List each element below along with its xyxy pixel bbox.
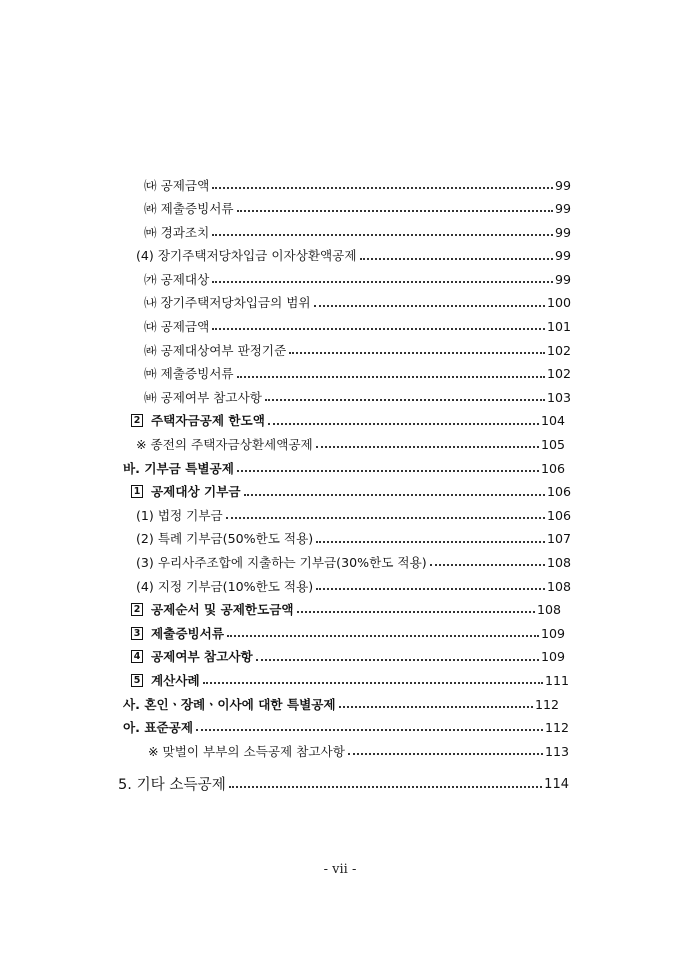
toc-entry xyxy=(131,646,565,670)
toc-entry-label: ㈓ 공제여부 참고사항 xyxy=(144,389,262,405)
toc-dot-leader xyxy=(237,376,545,378)
toc-dot-leader xyxy=(237,210,553,212)
toc-entry xyxy=(123,717,569,741)
toc-entry xyxy=(136,434,565,458)
toc-entry-label: ※ 종전의 주택자금상환세액공제 xyxy=(136,437,313,453)
toc-entry xyxy=(144,221,571,245)
toc-entry xyxy=(144,268,571,292)
toc-entry-page: 99 xyxy=(554,224,571,240)
toc-entry xyxy=(131,669,569,693)
toc-entry-label xyxy=(131,486,244,499)
toc-entry xyxy=(123,457,565,481)
boxed-number: 1 xyxy=(131,485,143,498)
toc-entry-label: (4) 장기주택저당차입금 이자상환액공제 xyxy=(136,248,357,264)
toc-entry-label: 사. 혼인ㆍ장례ㆍ이사에 대한 특별공제 xyxy=(123,696,336,712)
toc-entry-label: ㈎ 공제대상 xyxy=(144,271,210,287)
toc-entry-page: 104 xyxy=(540,413,565,429)
toc-entry-label: ㈒ 경과조치 xyxy=(144,224,210,240)
toc-entry-label: ㈐ 공제금액 xyxy=(144,177,210,193)
toc-dot-leader xyxy=(229,786,542,788)
toc-dot-leader xyxy=(265,399,545,401)
toc-entry-page: 99 xyxy=(554,248,571,264)
toc-entry-page: 112 xyxy=(534,696,559,712)
toc-entry-page: 108 xyxy=(546,578,571,594)
toc-entry-label: ㈏ 장기주택저당차입금의 범위 xyxy=(144,295,311,311)
toc-entry xyxy=(144,174,571,198)
toc-dot-leader xyxy=(226,517,545,519)
toc-entry xyxy=(123,693,559,717)
toc-entry-page: 99 xyxy=(554,201,571,217)
toc-entry-page: 112 xyxy=(544,720,569,736)
toc-dot-leader xyxy=(212,328,545,330)
toc-entry-page: 99 xyxy=(554,271,571,287)
toc-dot-leader xyxy=(297,611,535,613)
toc-entry xyxy=(144,363,571,387)
toc-entry-title: 계산사례 xyxy=(151,672,200,688)
boxed-number: 2 xyxy=(131,603,143,616)
toc-entry xyxy=(118,768,569,802)
table-of-contents xyxy=(0,174,680,802)
toc-entry xyxy=(136,575,571,599)
toc-entry-label xyxy=(131,651,256,664)
toc-entry-page: 107 xyxy=(546,531,571,547)
boxed-number: 3 xyxy=(131,627,143,640)
toc-dot-leader xyxy=(256,659,539,661)
boxed-number: 2 xyxy=(131,414,143,427)
toc-entry xyxy=(144,339,571,363)
toc-entry-title: 공제여부 참고사항 xyxy=(151,649,253,665)
toc-entry xyxy=(148,740,569,764)
toc-dot-leader xyxy=(360,258,553,260)
toc-dot-leader xyxy=(268,423,539,425)
toc-entry xyxy=(144,316,571,340)
toc-dot-leader xyxy=(212,187,553,189)
toc-entry-page: 99 xyxy=(554,177,571,193)
toc-entry-page: 101 xyxy=(546,319,571,335)
toc-entry xyxy=(144,292,571,316)
toc-entry-page: 102 xyxy=(546,342,571,358)
toc-entry-label: ㈐ 공제금액 xyxy=(144,319,210,335)
toc-entry xyxy=(131,481,571,505)
toc-dot-leader xyxy=(237,470,539,472)
toc-dot-leader xyxy=(227,635,539,637)
toc-entry-label: ㈒ 제출증빙서류 xyxy=(144,366,234,382)
toc-entry-label xyxy=(131,625,227,641)
toc-entry-page: 113 xyxy=(544,743,569,759)
toc-entry-label: (3) 우리사주조합에 지출하는 기부금(30%한도 적용) xyxy=(136,555,427,570)
toc-entry-page: 102 xyxy=(546,366,571,382)
toc-dot-leader xyxy=(289,352,545,354)
toc-dot-leader xyxy=(339,706,533,708)
toc-entry xyxy=(144,386,571,410)
toc-entry xyxy=(131,410,565,434)
toc-entry-label xyxy=(131,601,297,617)
toc-entry-label: (4) 지정 기부금(10%한도 적용) xyxy=(136,578,314,594)
toc-entry-label: ㈑ 제출증빙서류 xyxy=(144,201,234,217)
toc-entry-page: 109 xyxy=(540,625,565,641)
toc-entry-page: 109 xyxy=(540,649,565,665)
toc-dot-leader xyxy=(212,281,553,283)
toc-entry-label: (1) 법정 기부금 xyxy=(136,507,223,523)
toc-entry-page: 103 xyxy=(546,389,571,405)
toc-entry-page: 108 xyxy=(546,555,571,570)
toc-entry-label: ㈑ 공제대상여부 판정기준 xyxy=(144,342,287,358)
toc-entry-title: 공제대상 기부금 xyxy=(151,484,241,500)
toc-dot-leader xyxy=(196,729,543,731)
toc-entry-page: 111 xyxy=(544,672,569,688)
toc-entry-label: 바. 기부금 특별공제 xyxy=(123,460,234,476)
toc-entry-label xyxy=(131,415,268,428)
toc-entry-label xyxy=(131,672,203,688)
boxed-number: 5 xyxy=(131,674,143,687)
toc-entry xyxy=(131,622,565,646)
toc-entry-label: 아. 표준공제 xyxy=(123,720,193,736)
page-number-footer: - vii - xyxy=(323,862,357,877)
toc-dot-leader xyxy=(203,682,543,684)
toc-dot-leader xyxy=(244,494,545,496)
toc-entry-page: 105 xyxy=(540,437,565,453)
toc-entry-label: ※ 맞벌이 부부의 소득공제 참고사항 xyxy=(148,743,345,759)
toc-entry xyxy=(136,552,571,576)
toc-entry xyxy=(136,504,571,528)
toc-dot-leader xyxy=(316,588,545,590)
toc-entry xyxy=(136,245,571,269)
toc-dot-leader xyxy=(430,564,545,566)
toc-entry-page: 108 xyxy=(536,602,561,618)
toc-dot-leader xyxy=(212,234,553,236)
toc-entry-title: 공제순서 및 공제한도금액 xyxy=(151,601,294,617)
toc-entry-label: (2) 특례 기부금(50%한도 적용) xyxy=(136,531,314,547)
toc-entry-title: 제출증빙서류 xyxy=(151,625,224,641)
toc-dot-leader xyxy=(348,753,543,755)
toc-entry xyxy=(136,528,571,552)
toc-entry xyxy=(131,599,561,623)
toc-dot-leader xyxy=(314,305,545,307)
toc-entry-page: 106 xyxy=(546,507,571,523)
toc-entry-page: 100 xyxy=(546,295,571,311)
boxed-number: 4 xyxy=(131,650,143,663)
toc-entry-page: 114 xyxy=(544,777,569,793)
toc-entry xyxy=(144,198,571,222)
toc-entry-page: 106 xyxy=(546,484,571,500)
toc-dot-leader xyxy=(316,541,545,543)
toc-entry-label: 5. 기타 소득공제 xyxy=(118,775,226,793)
toc-entry-title: 주택자금공제 한도액 xyxy=(151,413,265,429)
toc-entry-page: 106 xyxy=(540,460,565,476)
toc-dot-leader xyxy=(316,446,539,448)
